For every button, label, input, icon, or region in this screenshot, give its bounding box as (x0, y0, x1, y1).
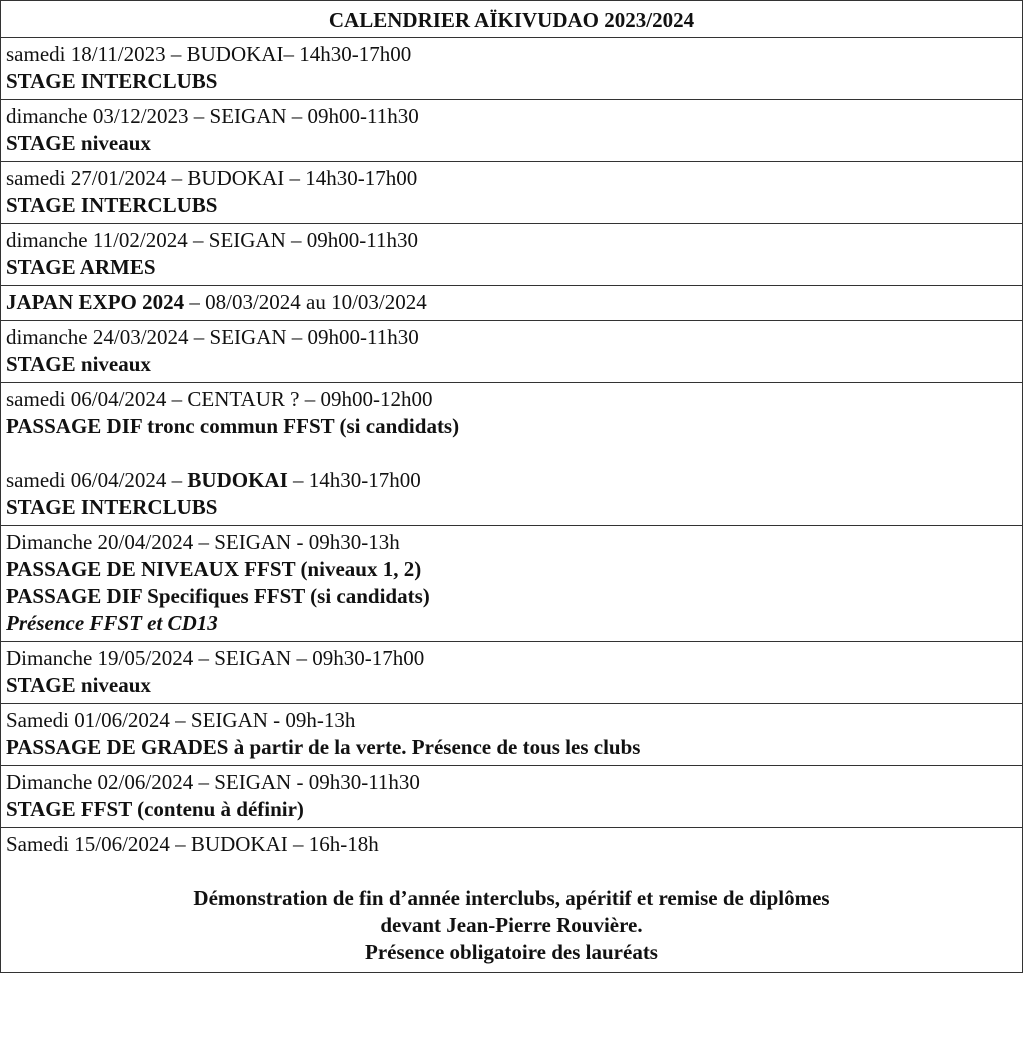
title-row (1, 1, 1023, 38)
event-row (1, 526, 1023, 642)
event-title: JAPAN EXPO 2024 (6, 290, 185, 314)
event-title: STAGE niveaux (6, 673, 151, 697)
event-title: PASSAGE DIF Specifiques FFST (si candidats) (6, 584, 430, 608)
event-title: STAGE INTERCLUBS (6, 69, 218, 93)
event-cell (1, 224, 1023, 286)
spacer (6, 858, 1017, 885)
event-place: BUDOKAI (187, 468, 288, 492)
event-cell (1, 704, 1023, 766)
event-title: PASSAGE DIF tronc commun FFST (si candidats) (6, 414, 460, 438)
event-cell (1, 38, 1023, 100)
event-description: Présence obligatoire des lauréats (365, 940, 658, 964)
event-time: – 14h30-17h00 (287, 468, 421, 492)
event-cell (1, 286, 1023, 321)
event-date: Dimanche 20/04/2024 – SEIGAN - 09h30-13h (6, 530, 400, 554)
event-cell (1, 526, 1023, 642)
event-cell (1, 383, 1023, 526)
event-title: STAGE niveaux (6, 352, 151, 376)
event-row (1, 286, 1023, 321)
event-row (1, 828, 1023, 973)
event-row (1, 162, 1023, 224)
event-description: Démonstration de fin d’année interclubs, apéritif et remise de diplômes (193, 886, 830, 910)
event-date: samedi 27/01/2024 – BUDOKAI – 14h30-17h00 (6, 166, 418, 190)
event-date: Samedi 01/06/2024 – SEIGAN - 09h-13h (6, 708, 356, 732)
event-cell (1, 828, 1023, 973)
event-title: STAGE niveaux (6, 131, 151, 155)
event-line (6, 289, 1017, 316)
event-cell (1, 162, 1023, 224)
event-row (1, 642, 1023, 704)
event-row (1, 766, 1023, 828)
event-row (1, 704, 1023, 766)
event-date: Dimanche 19/05/2024 – SEIGAN – 09h30-17h00 (6, 646, 425, 670)
event-row (1, 321, 1023, 383)
spacer (6, 440, 1017, 467)
event-date-prefix: samedi 06/04/2024 – (6, 468, 188, 492)
event-date: – 08/03/2024 au 10/03/2024 (184, 290, 427, 314)
event-description: devant Jean-Pierre Rouvière. (380, 913, 643, 937)
event-row (1, 38, 1023, 100)
event-row (1, 383, 1023, 526)
event-date: dimanche 11/02/2024 – SEIGAN – 09h00-11h30 (6, 228, 418, 252)
event-date: samedi 06/04/2024 – CENTAUR ? – 09h00-12h00 (6, 387, 433, 411)
event-cell (1, 642, 1023, 704)
event-row (1, 100, 1023, 162)
event-title: STAGE INTERCLUBS (6, 193, 218, 217)
event-note: Présence FFST et CD13 (6, 611, 218, 635)
event-cell (1, 100, 1023, 162)
event-date: dimanche 03/12/2023 – SEIGAN – 09h00-11h30 (6, 104, 419, 128)
event-title: STAGE FFST (contenu à définir) (6, 797, 304, 821)
event-title: PASSAGE DE NIVEAUX FFST (niveaux 1, 2) (6, 557, 422, 581)
event-title: STAGE ARMES (6, 255, 156, 279)
event-date: dimanche 24/03/2024 – SEIGAN – 09h00-11h30 (6, 325, 419, 349)
event-date: Dimanche 02/06/2024 – SEIGAN - 09h30-11h30 (6, 770, 420, 794)
event-row (1, 224, 1023, 286)
event-title: PASSAGE DE GRADES à partir de la verte. Présence de tous les clubs (6, 735, 641, 759)
event-date (6, 467, 1017, 494)
event-title: STAGE INTERCLUBS (6, 495, 218, 519)
event-cell (1, 766, 1023, 828)
event-date: samedi 18/11/2023 – BUDOKAI– 14h30-17h00 (6, 42, 412, 66)
event-cell (1, 321, 1023, 383)
page-title: CALENDRIER AÏKIVUDAO 2023/2024 (1, 1, 1023, 38)
event-date: Samedi 15/06/2024 – BUDOKAI – 16h-18h (6, 832, 379, 856)
